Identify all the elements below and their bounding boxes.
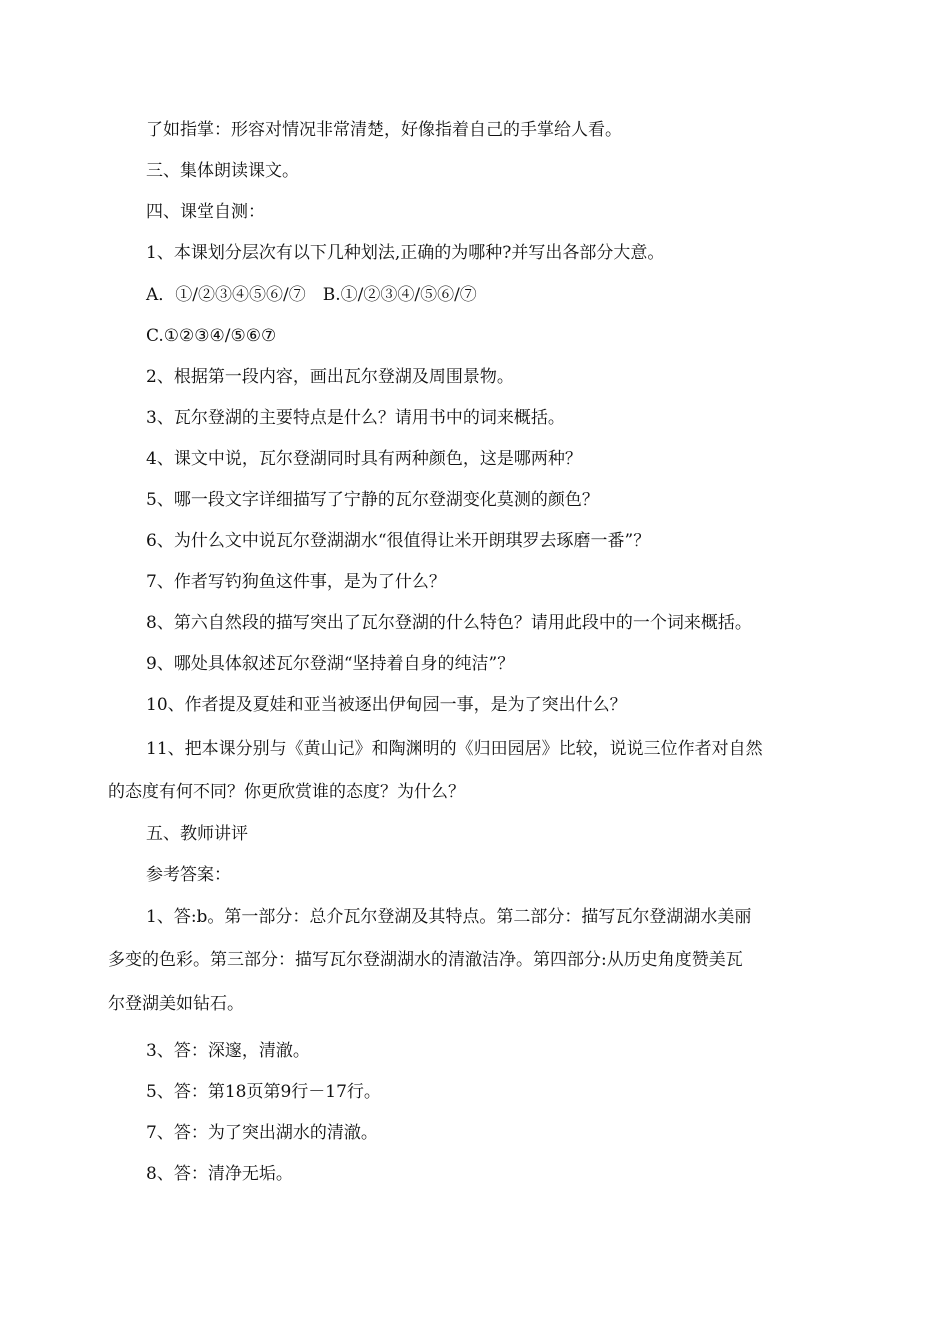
question-line: 2、根据第一段内容，画出瓦尔登湖及周围景物。 (146, 367, 514, 387)
answer-line: 8、答：清净无垢。 (146, 1164, 293, 1184)
option-line: C.①②③④/⑤⑥⑦ (146, 326, 277, 346)
answer-line: 5、答：第18页第9行－17行。 (146, 1082, 381, 1102)
question-line: 6、为什么文中说瓦尔登湖湖水“很值得让米开朗琪罗去琢磨一番”？ (146, 531, 651, 551)
answer-line-continued: 多变的色彩。第三部分：描写瓦尔登湖湖水的清澈洁净。第四部分:从历史角度赞美瓦 (108, 950, 743, 970)
answer-line: 7、答：为了突出湖水的清澈。 (146, 1123, 378, 1143)
question-line: 9、哪处具体叙述瓦尔登湖“坚持着自身的纯洁”？ (146, 654, 515, 674)
section-heading: 五、教师讲评 (146, 824, 248, 844)
question-line: 10、作者提及夏娃和亚当被逐出伊甸园一事，是为了突出什么？ (146, 695, 627, 715)
question-line: 1、本课划分层次有以下几种划法,正确的为哪种?并写出各部分大意。 (146, 243, 665, 263)
question-line: 3、瓦尔登湖的主要特点是什么？请用书中的词来概括。 (146, 408, 565, 428)
question-line-continued: 的态度有何不同？你更欣赏谁的态度？为什么？ (108, 782, 465, 802)
answer-line: 3、答：深邃，清澈。 (146, 1041, 310, 1061)
text-line: 了如指掌：形容对情况非常清楚，好像指着自己的手掌给人看。 (146, 120, 622, 140)
question-line: 7、作者写钓狗鱼这件事，是为了什么？ (146, 572, 446, 592)
question-line: 4、课文中说，瓦尔登湖同时具有两种颜色，这是哪两种？ (146, 449, 582, 469)
answer-line-continued: 尔登湖美如钻石。 (108, 994, 244, 1014)
answers-heading: 参考答案： (146, 865, 231, 885)
question-line: 5、哪一段文字详细描写了宁静的瓦尔登湖变化莫测的颜色？ (146, 490, 599, 510)
question-line: 11、把本课分别与《黄山记》和陶渊明的《归田园居》比较，说说三位作者对自然 (146, 739, 763, 759)
answer-line: 1、答:b。第一部分：总介瓦尔登湖及其特点。第二部分：描写瓦尔登湖湖水美丽 (146, 907, 752, 927)
section-heading: 三、集体朗读课文。 (146, 161, 299, 181)
section-heading: 四、课堂自测： (146, 202, 265, 222)
question-line: 8、第六自然段的描写突出了瓦尔登湖的什么特色？请用此段中的一个词来概括。 (146, 613, 752, 633)
option-line: A．①/②③④⑤⑥/⑦ B.①/②③④/⑤⑥/⑦ (146, 285, 477, 305)
